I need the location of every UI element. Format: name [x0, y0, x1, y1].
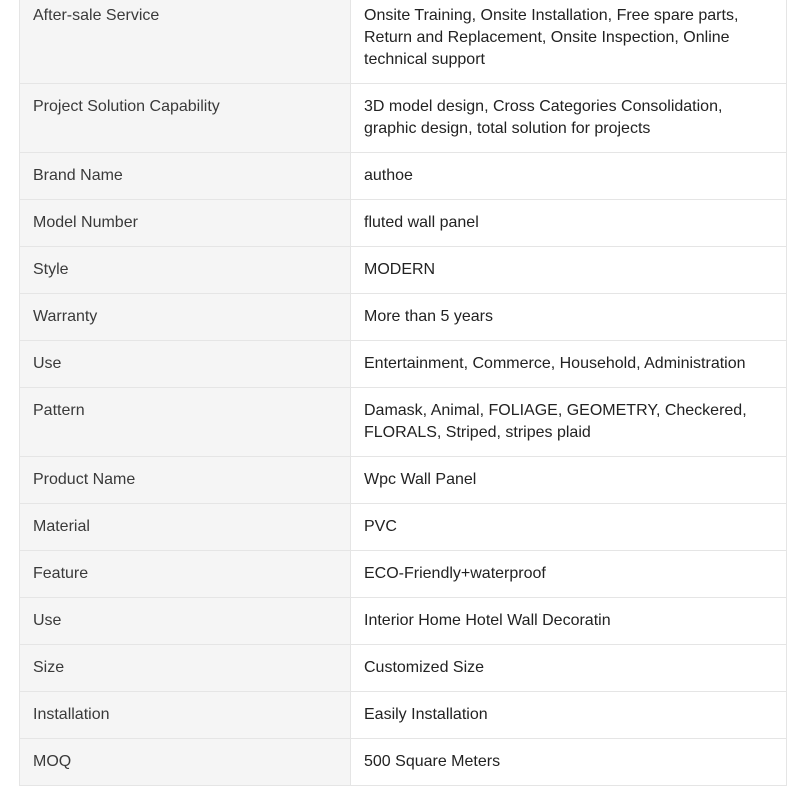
table-row	[20, 84, 787, 153]
spec-key: Style	[20, 247, 351, 294]
spec-value: authoe	[351, 153, 787, 200]
spec-key: Feature	[20, 551, 351, 598]
spec-key: Pattern	[20, 388, 351, 457]
spec-key: Model Number	[20, 200, 351, 247]
spec-value: MODERN	[351, 247, 787, 294]
spec-value: PVC	[351, 504, 787, 551]
spec-key: Installation	[20, 692, 351, 739]
spec-value: Damask, Animal, FOLIAGE, GEOMETRY, Checkered, FLORALS, Striped, stripes plaid	[351, 388, 787, 457]
spec-value: ECO-Friendly+waterproof	[351, 551, 787, 598]
spec-key: Use	[20, 341, 351, 388]
spec-value: Easily Installation	[351, 692, 787, 739]
spec-key: Project Solution Capability	[20, 84, 351, 153]
table-row	[20, 0, 787, 84]
spec-key: Warranty	[20, 294, 351, 341]
product-spec-table	[19, 0, 787, 786]
spec-key: Use	[20, 598, 351, 645]
spec-value: 3D model design, Cross Categories Consolidation, graphic design, total solution for projects	[351, 84, 787, 153]
table-row	[20, 294, 787, 341]
table-row	[20, 645, 787, 692]
spec-key: After-sale Service	[20, 0, 351, 84]
table-row	[20, 504, 787, 551]
spec-value: Entertainment, Commerce, Household, Administration	[351, 341, 787, 388]
table-row	[20, 598, 787, 645]
table-row	[20, 739, 787, 786]
spec-key: Brand Name	[20, 153, 351, 200]
spec-value: Onsite Training, Onsite Installation, Free spare parts, Return and Replacement, Onsite Inspection, Online technical support	[351, 0, 787, 84]
spec-value: Wpc Wall Panel	[351, 457, 787, 504]
table-row	[20, 341, 787, 388]
spec-key: Material	[20, 504, 351, 551]
spec-value: More than 5 years	[351, 294, 787, 341]
table-row	[20, 457, 787, 504]
spec-key: Size	[20, 645, 351, 692]
spec-value: Interior Home Hotel Wall Decoratin	[351, 598, 787, 645]
table-row	[20, 388, 787, 457]
table-row	[20, 200, 787, 247]
spec-value: fluted wall panel	[351, 200, 787, 247]
spec-value: Customized Size	[351, 645, 787, 692]
spec-key: Product Name	[20, 457, 351, 504]
table-row	[20, 551, 787, 598]
spec-value: 500 Square Meters	[351, 739, 787, 786]
table-row	[20, 153, 787, 200]
spec-key: MOQ	[20, 739, 351, 786]
table-row	[20, 247, 787, 294]
table-row	[20, 692, 787, 739]
